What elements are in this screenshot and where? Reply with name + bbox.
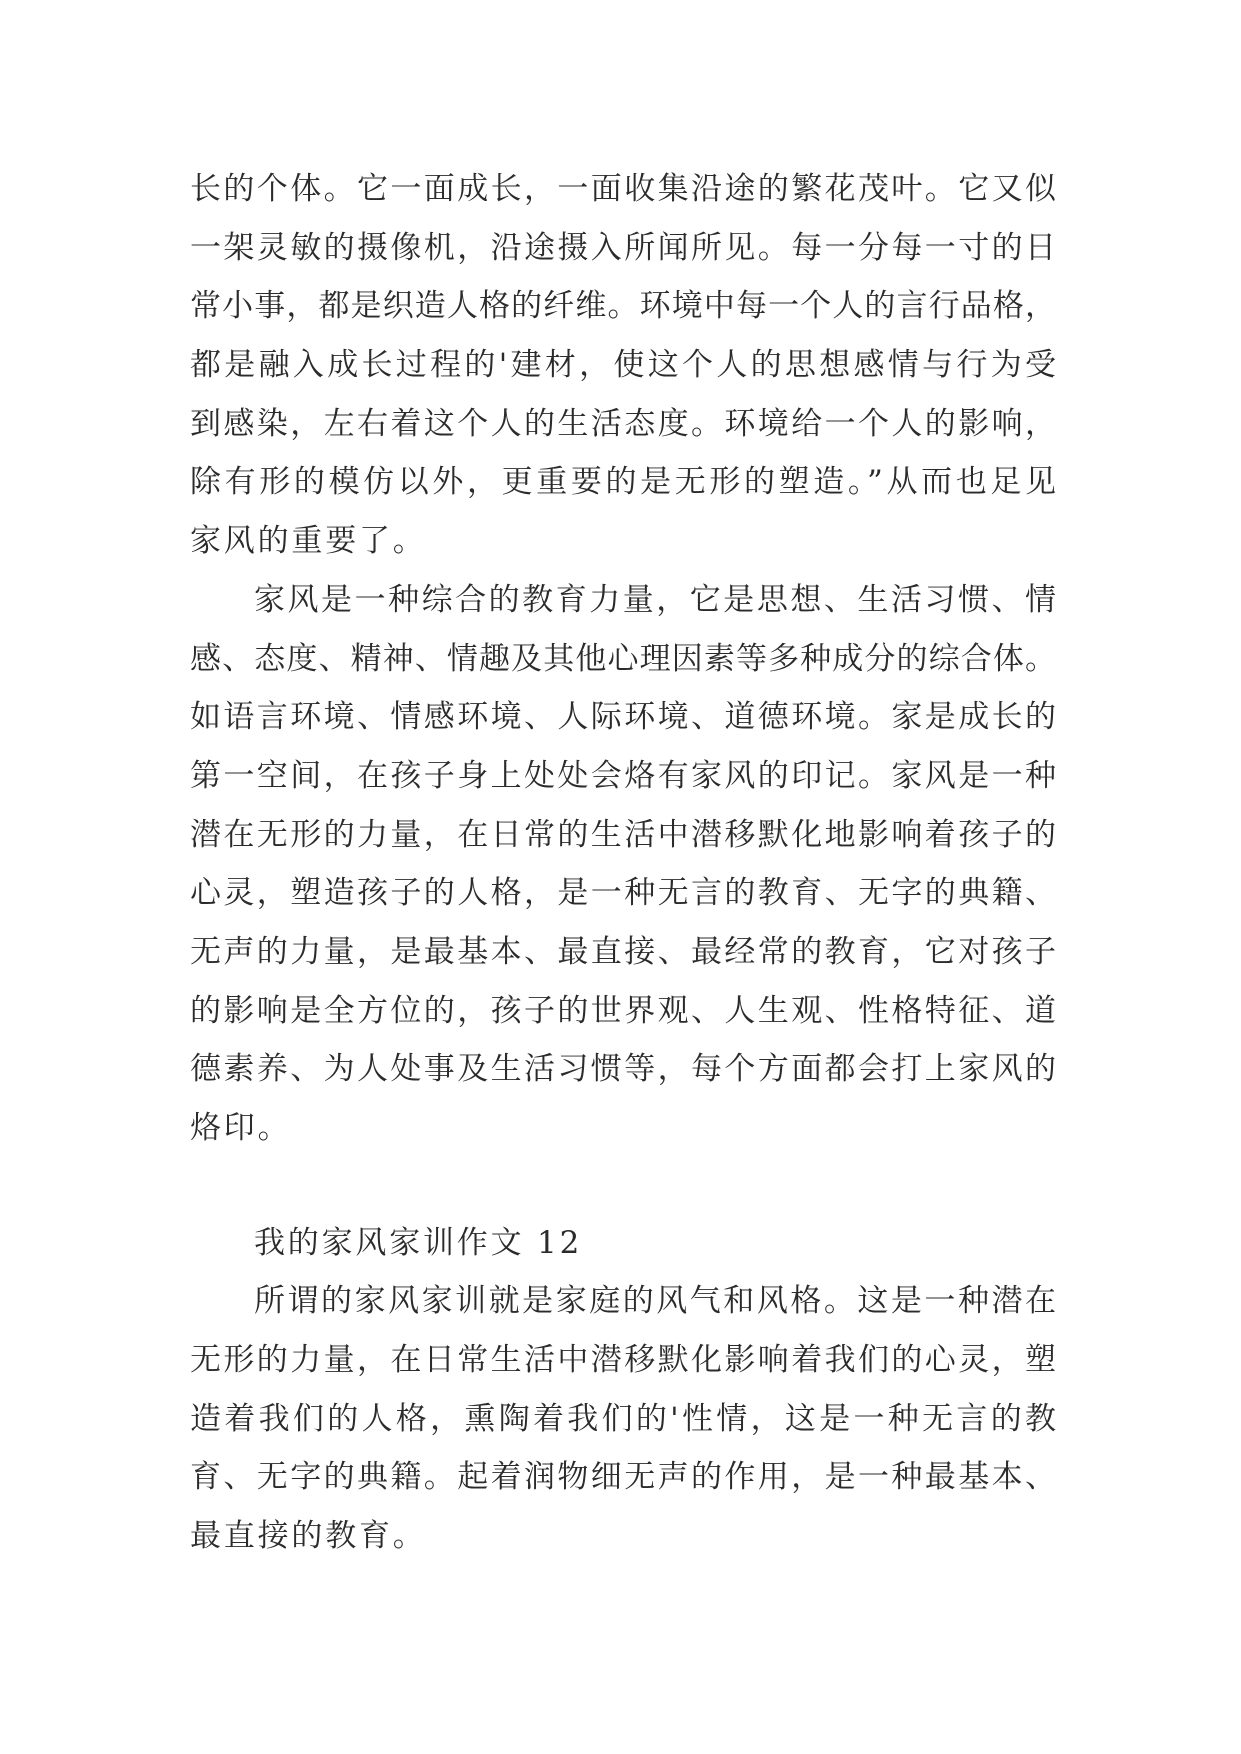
text-line: 感、态度、精神、情趣及其他心理因素等多种成分的综合体。 (190, 640, 1056, 677)
text-line: 除有形的模仿以外，更重要的是无形的塑造。”从而也足见 (190, 464, 1056, 501)
section-gap (190, 1158, 1056, 1214)
text-line: 烙印。 (190, 1110, 292, 1146)
text-line: 家风的重要了。 (190, 523, 427, 560)
paragraph-continuation (190, 160, 1056, 571)
text-line: 潜在无形的力量，在日常的生活中潜移默化地影响着孩子的 (190, 816, 1056, 853)
text-line: 常小事，都是织造人格的纤维。环境中每一个人的言行品格， (190, 288, 1056, 325)
text-line: 的影响是全方位的，孩子的世界观、人生观、性格特征、道 (190, 992, 1056, 1029)
text-line: 德素养、为人处事及生活习惯等，每个方面都会打上家风的 (190, 1051, 1056, 1088)
text-line: 最直接的教育。 (190, 1518, 427, 1555)
text-line: 无形的力量，在日常生活中潜移默化影响着我们的心灵，塑 (190, 1342, 1056, 1379)
paragraph-family-training (190, 1272, 1056, 1565)
text-line: 育、无字的典籍。起着润物细无声的作用，是一种最基本、 (190, 1459, 1056, 1496)
text-line: 到感染，左右着这个人的生活态度。环境给一个人的影响， (190, 405, 1056, 442)
text-line: 心灵，塑造孩子的人格，是一种无言的教育、无字的典籍、 (190, 875, 1056, 912)
text-line: 一架灵敏的摄像机，沿途摄入所闻所见。每一分每一寸的日 (190, 229, 1056, 266)
paragraph-family-style (190, 571, 1056, 1158)
text-line: 第一空间，在孩子身上处处会烙有家风的印记。家风是一种 (190, 757, 1056, 794)
text-line: 长的个体。它一面成长，一面收集沿途的繁花茂叶。它又似 (190, 171, 1056, 207)
text-line: 造着我们的人格，熏陶着我们的'性情，这是一种无言的教 (190, 1400, 1056, 1437)
section-title: 我的家风家训作文 12 (254, 1224, 583, 1261)
text-line: 都是融入成长过程的'建材，使这个人的思想感情与行为受 (190, 347, 1056, 384)
text-line: 家风是一种综合的教育力量，它是思想、生活习惯、情 (254, 581, 1056, 618)
text-line: 无声的力量，是最基本、最直接、最经常的教育，它对孩子 (190, 933, 1056, 970)
text-line: 所谓的家风家训就是家庭的风气和风格。这是一种潜在 (254, 1283, 1056, 1320)
document-body (190, 160, 1056, 1566)
text-line: 如语言环境、情感环境、人际环境、道德环境。家是成长的 (190, 699, 1056, 736)
